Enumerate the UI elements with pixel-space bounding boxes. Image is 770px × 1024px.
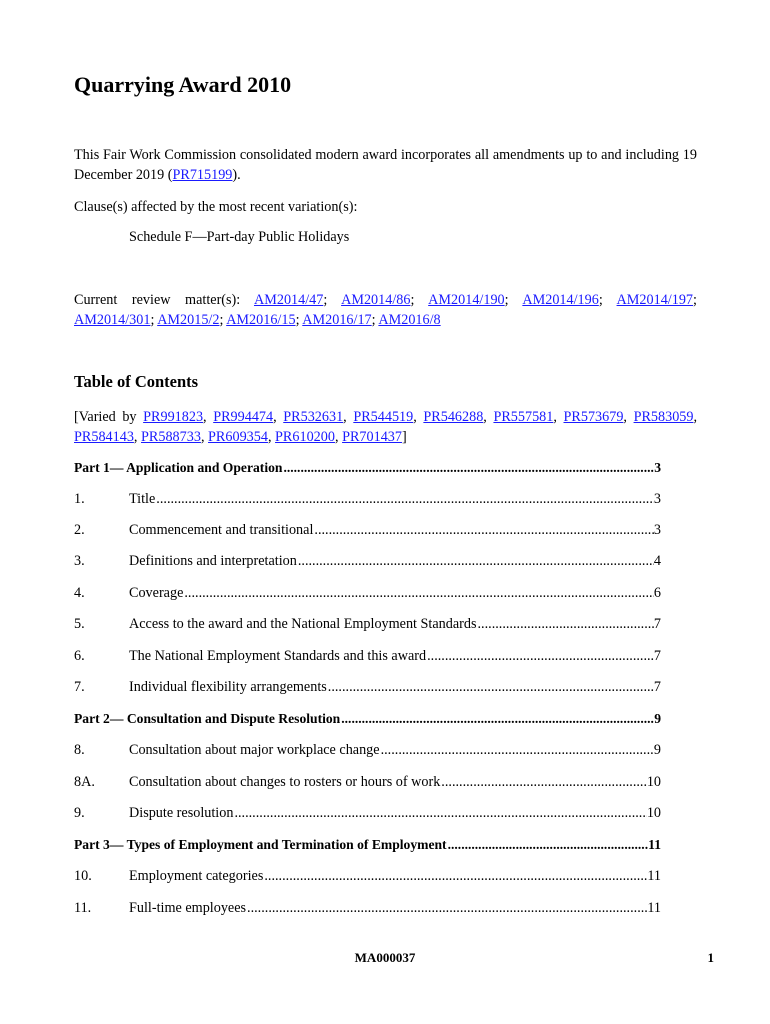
toc-entry-page: 7	[653, 616, 661, 632]
toc-entry[interactable]	[74, 740, 661, 760]
toc-entry[interactable]	[74, 551, 661, 571]
matter-link[interactable]: AM2016/8	[378, 312, 441, 328]
toc-dot-leader	[156, 489, 654, 509]
toc-entry[interactable]	[74, 803, 661, 823]
toc-entry[interactable]	[74, 614, 661, 634]
toc-dot-leader	[314, 520, 654, 540]
matter-link[interactable]: PR532631	[283, 409, 344, 425]
toc-entry-page: 7	[653, 679, 661, 695]
toc-entry-title: Individual flexibility arrangements	[129, 679, 327, 695]
clauses-label: Clause(s) affected by the most recent variation(s):	[74, 199, 358, 215]
varied-suffix: ]	[401, 429, 407, 445]
toc-entry-number: 11.	[74, 900, 92, 916]
toc-entry-title: Consultation about changes to rosters or hours of work	[129, 774, 441, 790]
matter-link[interactable]: PR991823	[143, 409, 204, 425]
toc-entry-title: Access to the award and the National Employment Standards	[129, 616, 477, 632]
toc-entry-title: Part 1— Application and Operation	[74, 460, 283, 475]
toc-dot-leader	[441, 772, 647, 792]
toc-dot-leader	[427, 646, 654, 666]
toc-entry-number: 3.	[74, 553, 85, 569]
toc-entry-title: Consultation about major workplace change	[129, 742, 380, 758]
clause-affected: Schedule F—Part-day Public Holidays	[129, 229, 350, 245]
toc-entry-title: Coverage	[129, 585, 184, 601]
matter-link[interactable]: PR557581	[493, 409, 554, 425]
review-matters-paragraph	[74, 290, 697, 330]
varied-prefix: [Varied by	[74, 409, 144, 425]
matter-link[interactable]: AM2014/190	[428, 292, 505, 308]
toc-entry-title: Commencement and transitional	[129, 522, 314, 538]
toc-dot-leader	[448, 835, 649, 855]
matter-link[interactable]: PR546288	[423, 409, 484, 425]
footer-award-code: MA000037	[354, 950, 416, 965]
toc-entry-page: 10	[646, 774, 661, 790]
toc-entry[interactable]	[74, 677, 661, 697]
matter-link[interactable]: PR584143	[74, 429, 134, 445]
intro-text: This Fair Work Commission consolidated modern award incorporates all amendments up to and including 19 December 2019 (	[74, 147, 697, 183]
toc-entry-number: 6.	[74, 648, 85, 664]
toc-entry-page: 11	[647, 868, 661, 884]
toc-entry[interactable]	[74, 898, 661, 918]
matter-link[interactable]: AM2014/301	[74, 312, 151, 328]
matter-link[interactable]: AM2014/47	[253, 292, 324, 308]
toc-part-entry[interactable]	[74, 458, 661, 478]
toc-entry-page: 3	[653, 491, 661, 507]
toc-entry-number: 9.	[74, 805, 85, 821]
matter-link[interactable]: PR573679	[563, 409, 624, 425]
toc-dot-leader	[341, 709, 654, 729]
toc-varied-paragraph	[74, 407, 697, 447]
toc-entry-title: The National Employment Standards and this award	[129, 648, 427, 664]
toc-entry-title: Full-time employees	[129, 900, 247, 916]
toc-dot-leader	[234, 803, 646, 823]
toc-entry-page: 10	[646, 805, 661, 821]
toc-entry[interactable]	[74, 646, 661, 666]
intro-paragraph	[74, 145, 697, 185]
review-label: Current review matter(s):	[74, 292, 254, 308]
toc-entry-page: 11	[647, 900, 661, 916]
toc-entry[interactable]	[74, 583, 661, 603]
varied-links: PR991823, PR994474, PR532631, PR544519, PR546288, PR557581, PR573679, PR583059, PR584143, PR588733, PR609354, PR610200, PR701437	[74, 409, 698, 445]
matter-link[interactable]: PR610200	[275, 429, 335, 445]
review-matter-links: AM2014/47; AM2014/86; AM2014/190; AM2014/196; AM2014/197; AM2014/301; AM2015/2; AM2016/15; AM2016/17; AM2016/8	[74, 292, 697, 328]
toc-entry-page: 3	[654, 460, 661, 475]
toc-entry-title: Title	[129, 491, 156, 507]
intro-pr-link[interactable]: PR715199	[172, 167, 233, 183]
toc-entry-number: 7.	[74, 679, 85, 695]
toc-entry-title: Definitions and interpretation	[129, 553, 297, 569]
matter-link[interactable]: PR994474	[213, 409, 274, 425]
toc-entry-title: Employment categories	[129, 868, 264, 884]
toc-entry-number: 2.	[74, 522, 85, 538]
document-title: Quarrying Award 2010	[74, 72, 292, 97]
toc-dot-leader	[184, 583, 654, 603]
toc-entry-number: 1.	[74, 491, 85, 507]
matter-link[interactable]: PR609354	[208, 429, 268, 445]
toc-entry[interactable]	[74, 866, 661, 886]
toc-heading: Table of Contents	[74, 372, 199, 391]
toc-dot-leader	[298, 551, 654, 571]
matter-link[interactable]: AM2014/86	[341, 292, 411, 308]
toc-entry-title: Part 3— Types of Employment and Termination of Employment	[74, 837, 447, 852]
toc-dot-leader	[247, 898, 647, 918]
matter-link[interactable]: PR544519	[353, 409, 414, 425]
toc-dot-leader	[328, 677, 654, 697]
matter-link[interactable]: AM2015/2	[157, 312, 220, 328]
toc-entry-number: 4.	[74, 585, 85, 601]
toc-entry-number: 8A.	[74, 774, 95, 790]
toc-dot-leader	[478, 614, 654, 634]
toc-entry-page: 11	[648, 837, 661, 852]
matter-link[interactable]: AM2014/196	[522, 292, 599, 308]
toc-entry-page: 4	[653, 553, 661, 569]
toc-entry-title: Dispute resolution	[129, 805, 234, 821]
matter-link[interactable]: PR583059	[633, 409, 694, 425]
toc-entry-page: 9	[653, 742, 661, 758]
toc-entry[interactable]	[74, 489, 661, 509]
matter-link[interactable]: PR701437	[342, 429, 402, 445]
toc-part-entry[interactable]	[74, 835, 661, 855]
toc-dot-leader	[381, 740, 654, 760]
toc-entry-number: 5.	[74, 616, 85, 632]
toc-entry[interactable]	[74, 772, 661, 792]
toc-entry-title: Part 2— Consultation and Dispute Resolution	[74, 711, 341, 726]
toc-entry[interactable]	[74, 520, 661, 540]
toc-dot-leader	[283, 458, 654, 478]
toc-entry-page: 6	[653, 585, 661, 601]
toc-entry-number: 8.	[74, 742, 85, 758]
matter-link[interactable]: AM2016/15	[226, 312, 296, 328]
matter-link[interactable]: AM2014/197	[616, 292, 694, 308]
toc-dot-leader	[264, 866, 647, 886]
intro-text-end: ).	[232, 167, 241, 183]
toc-part-entry[interactable]	[74, 709, 661, 729]
footer-page-number: 1	[707, 950, 714, 965]
toc-entry-number: 10.	[74, 868, 92, 884]
toc-entry-page: 3	[653, 522, 661, 538]
toc-entry-page: 9	[654, 711, 661, 726]
matter-link[interactable]: AM2016/17	[302, 312, 372, 328]
matter-link[interactable]: PR588733	[141, 429, 201, 445]
toc-entry-page: 7	[653, 648, 661, 664]
